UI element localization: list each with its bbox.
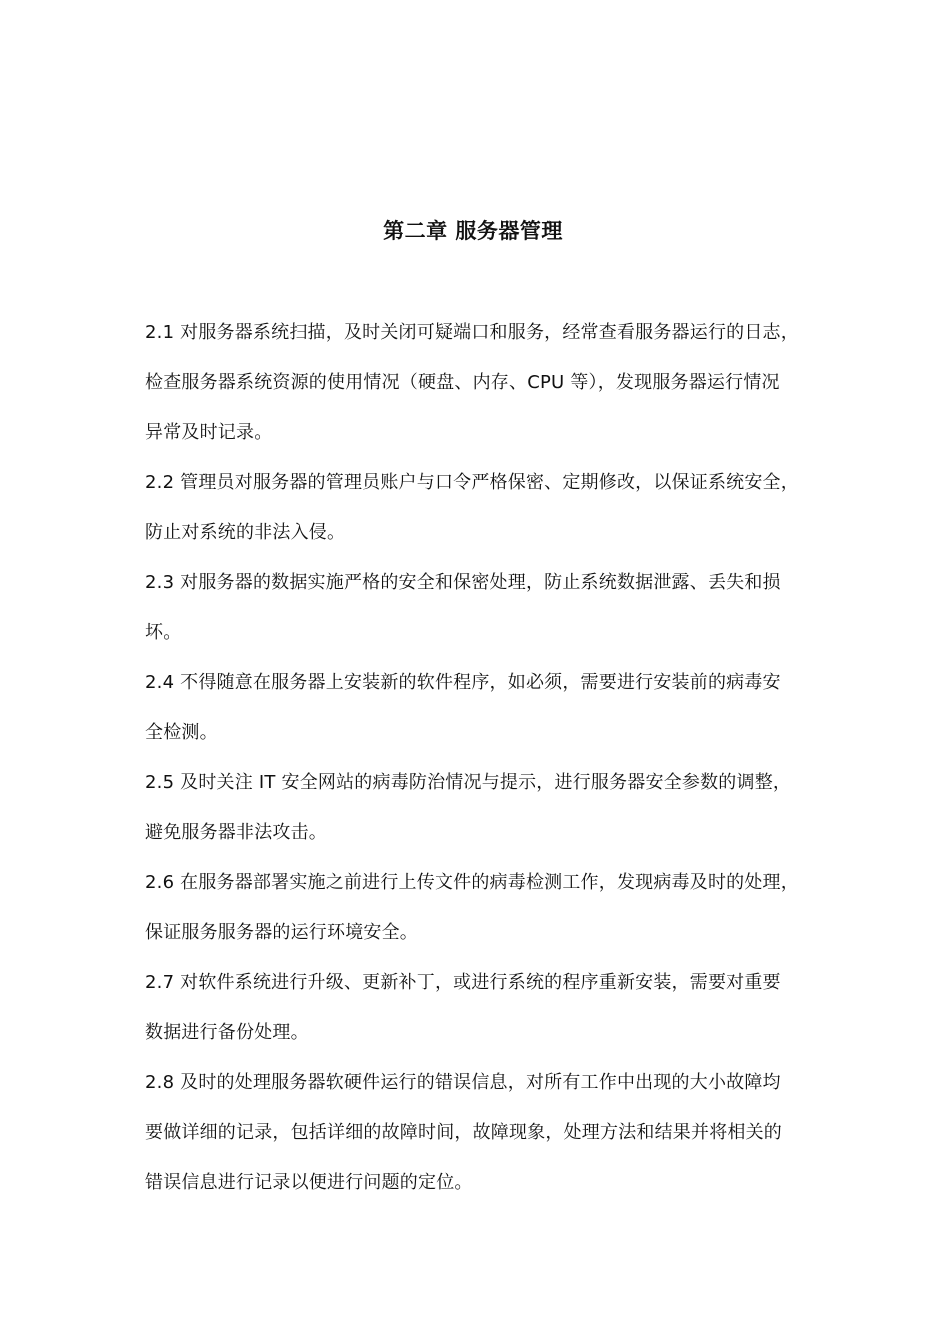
text-line: 2.4 不得随意在服务器上安装新的软件程序，如必须，需要进行安装前的病毒安 bbox=[145, 672, 781, 693]
text-line: 2.1 对服务器系统扫描，及时关闭可疑端口和服务，经常查看服务器运行的日志， bbox=[145, 322, 799, 343]
text-line: 数据进行备份处理。 bbox=[145, 1022, 309, 1043]
text-line: 错误信息进行记录以便进行问题的定位。 bbox=[145, 1172, 473, 1193]
chapter-title: 第二章 服务器管理 bbox=[383, 219, 563, 243]
text-line: 2.8 及时的处理服务器软硬件运行的错误信息，对所有工作中出现的大小故障均 bbox=[145, 1072, 781, 1093]
text-line: 避免服务器非法攻击。 bbox=[145, 822, 327, 843]
text-line: 检查服务器系统资源的使用情况（硬盘、内存、CPU 等），发现服务器运行情况 bbox=[145, 372, 780, 393]
text-line: 防止对系统的非法入侵。 bbox=[145, 522, 346, 543]
text-line: 坏。 bbox=[145, 622, 182, 643]
text-line: 2.3 对服务器的数据实施严格的安全和保密处理，防止系统数据泄露、丢失和损 bbox=[145, 572, 781, 593]
text-line: 2.7 对软件系统进行升级、更新补丁，或进行系统的程序重新安装，需要对重要 bbox=[145, 972, 781, 993]
body-text bbox=[145, 315, 815, 1215]
text-line: 全检测。 bbox=[145, 722, 218, 743]
text-line: 2.6 在服务器部署实施之前进行上传文件的病毒检测工作，发现病毒及时的处理， bbox=[145, 872, 799, 893]
text-line: 保证服务服务器的运行环境安全。 bbox=[145, 922, 418, 943]
text-line: 异常及时记录。 bbox=[145, 422, 273, 443]
text-line: 2.5 及时关注 IT 安全网站的病毒防治情况与提示，进行服务器安全参数的调整， bbox=[145, 772, 792, 793]
text-line: 2.2 管理员对服务器的管理员账户与口令严格保密、定期修改，以保证系统安全， bbox=[145, 472, 799, 493]
text-line: 要做详细的记录，包括详细的故障时间，故障现象，处理方法和结果并将相关的 bbox=[145, 1122, 782, 1143]
